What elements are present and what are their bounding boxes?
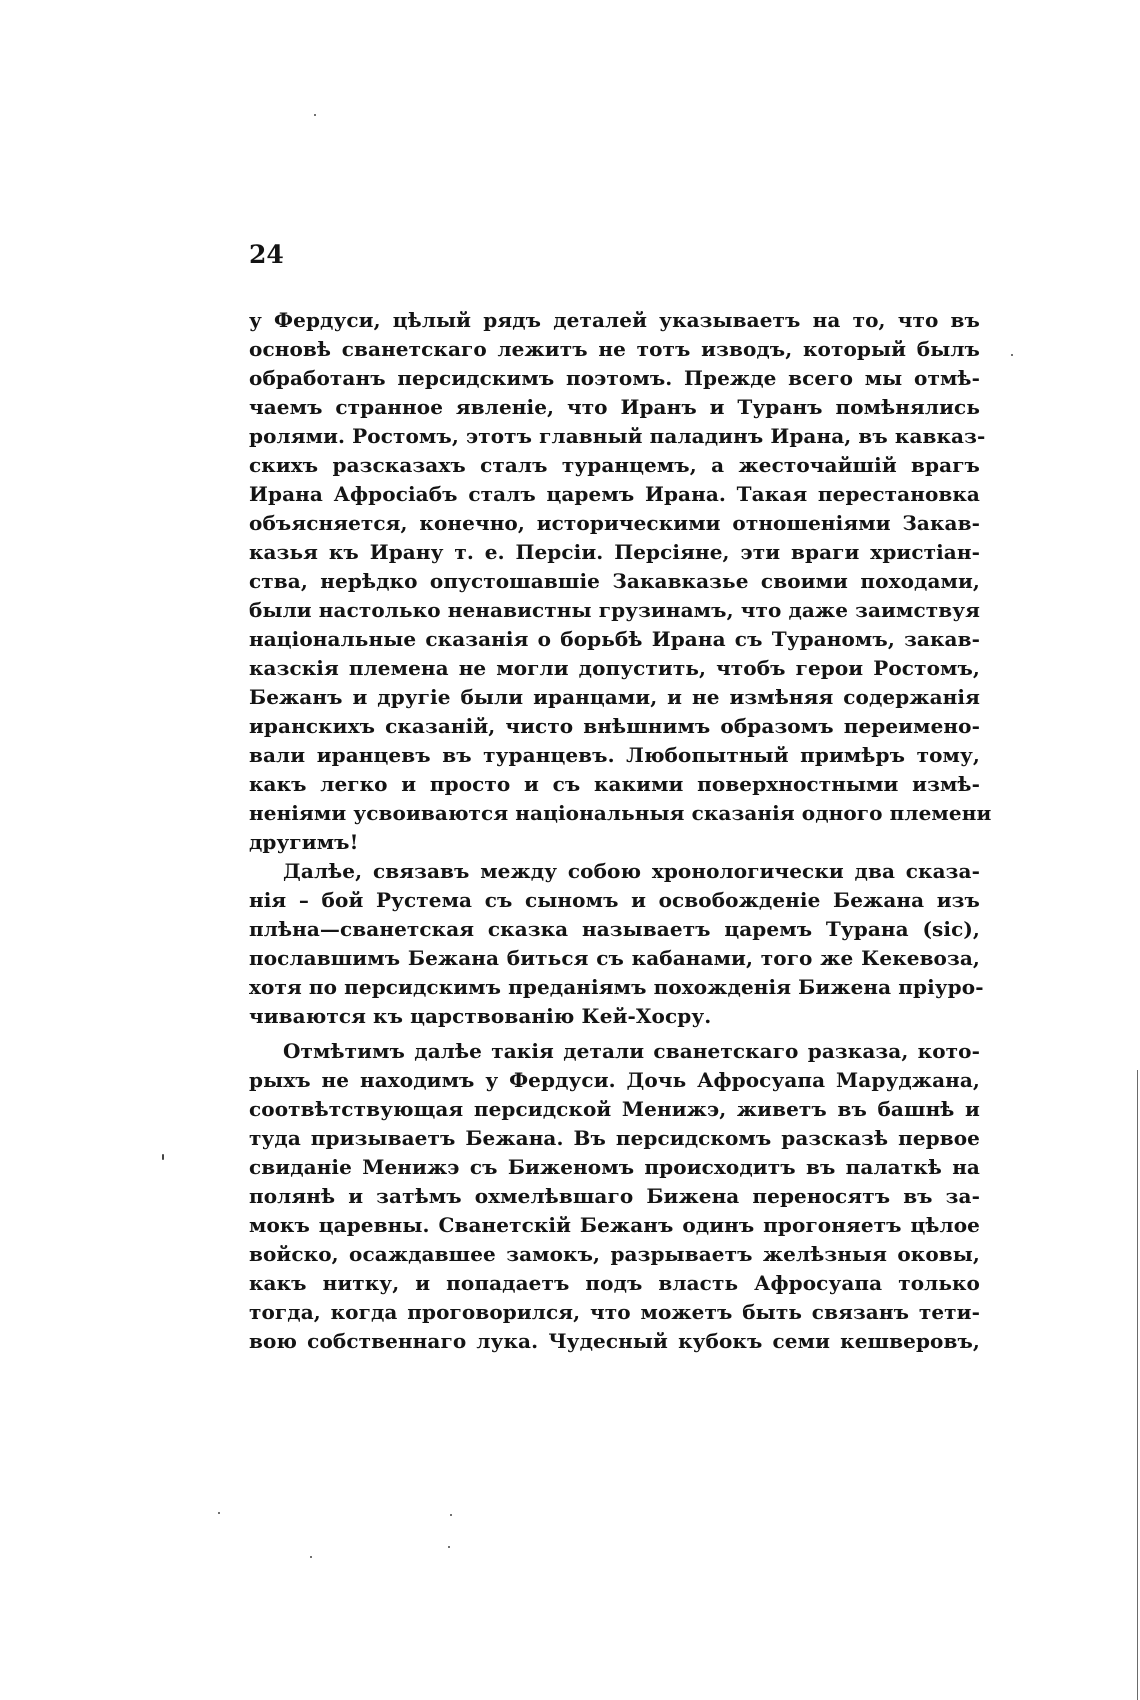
text-line: пославшимъ Бежана биться съ кабанами, того же Кекевоза, xyxy=(249,946,980,970)
text-line: основѣ сванетскаго лежитъ не тотъ изводъ, который былъ xyxy=(249,337,980,361)
text-line: какъ нитку, и попадаетъ подъ власть Афросуапа только xyxy=(249,1271,980,1295)
scan-speck xyxy=(1011,354,1013,356)
text-line: неніями усвоиваются національныя сказанія одного племени xyxy=(249,801,992,825)
scan-speck xyxy=(450,1514,452,1516)
text-line: были настолько ненавистны грузинамъ, что даже заимствуя xyxy=(249,598,980,622)
text-line: туда призываетъ Бежана. Въ персидскомъ разсказѣ первое xyxy=(249,1126,980,1150)
paragraph-2 xyxy=(249,857,984,1031)
text-line: обработанъ персидскимъ поэтомъ. Прежде всего мы отмѣ- xyxy=(249,366,980,390)
text-line: казскія племена не могли допустить, чтобъ герои Ростомъ, xyxy=(249,656,980,680)
text-line: свиданіе Менижэ съ Биженомъ происходитъ въ палаткѣ на xyxy=(249,1155,980,1179)
text-line: Ирана Афросіабъ сталъ царемъ Ирана. Такая перестановка xyxy=(249,482,980,506)
text-line: войско, осаждавшее замокъ, разрываетъ желѣзныя оковы, xyxy=(249,1242,980,1266)
text-line: рыхъ не находимъ у Фердуси. Дочь Афросуапа Маруджана, xyxy=(249,1068,980,1092)
text-line: ства, нерѣдко опустошавшіе Закавказье своими походами, xyxy=(249,569,980,593)
page-number: 24 xyxy=(249,240,284,269)
scan-speck xyxy=(310,1556,312,1558)
text-line: нія – бой Рустема съ сыномъ и освобожденіе Бежана изъ xyxy=(249,888,980,912)
text-line: мокъ царевны. Сванетскій Бежанъ одинъ прогоняетъ цѣлое xyxy=(249,1213,980,1237)
text-line: чаемъ странное явленіе, что Иранъ и Туранъ помѣнялись xyxy=(249,395,980,419)
text-line: національные сказанія о борьбѣ Ирана съ Тураномъ, закав- xyxy=(249,627,980,651)
text-line: вою собственнаго лука. Чудесный кубокъ семи кешверовъ, xyxy=(249,1329,980,1353)
paragraph-1 xyxy=(249,306,992,857)
text-line: тогда, когда проговорился, что можетъ быть связанъ тети- xyxy=(249,1300,980,1324)
text-line: Далѣе, связавъ между собою хронологически два сказа- xyxy=(283,859,980,883)
text-line: иранскихъ сказаній, чисто внѣшнимъ образомъ переимено- xyxy=(249,714,980,738)
text-line: Бежанъ и другіе были иранцами, и не измѣняя содержанія xyxy=(249,685,980,709)
text-line: другимъ! xyxy=(249,830,359,854)
text-line: объясняется, конечно, историческими отношеніями Закав- xyxy=(249,511,980,535)
scan-speck xyxy=(314,114,316,116)
text-line: скихъ разсказахъ сталъ туранцемъ, а жесточайшій врагъ xyxy=(249,453,980,477)
scan-edge-line xyxy=(1137,1070,1138,1700)
text-line: чиваются къ царствованію Кей-Хосру. xyxy=(249,1004,712,1028)
body-text xyxy=(249,306,992,1356)
scan-speck xyxy=(162,1154,164,1160)
text-line: у Фердуси, цѣлый рядъ деталей указываетъ на то, что въ xyxy=(249,308,980,332)
text-line: плѣна—сванетская сказка называетъ царемъ Турана (sic), xyxy=(249,917,980,941)
text-line: казья къ Ирану т. е. Персіи. Персіяне, эти враги христіан- xyxy=(249,540,980,564)
paragraph-3 xyxy=(249,1037,980,1356)
scan-speck xyxy=(448,1546,450,1548)
text-line: полянѣ и затѣмъ охмелѣвшаго Бижена переносятъ въ за- xyxy=(249,1184,980,1208)
text-line: хотя по персидскимъ преданіямъ похожденія Бижена пріуро- xyxy=(249,975,984,999)
text-line: какъ легко и просто и съ какими поверхностными измѣ- xyxy=(249,772,980,796)
text-line: ролями. Ростомъ, этотъ главный паладинъ Ирана, въ кавказ- xyxy=(249,424,986,448)
text-line: соотвѣтствующая персидской Менижэ, живетъ въ башнѣ и xyxy=(249,1097,980,1121)
text-line: Отмѣтимъ далѣе такія детали сванетскаго разказа, кото- xyxy=(283,1039,980,1063)
scan-speck xyxy=(218,1512,220,1514)
text-line: вали иранцевъ въ туранцевъ. Любопытный примѣръ тому, xyxy=(249,743,980,767)
